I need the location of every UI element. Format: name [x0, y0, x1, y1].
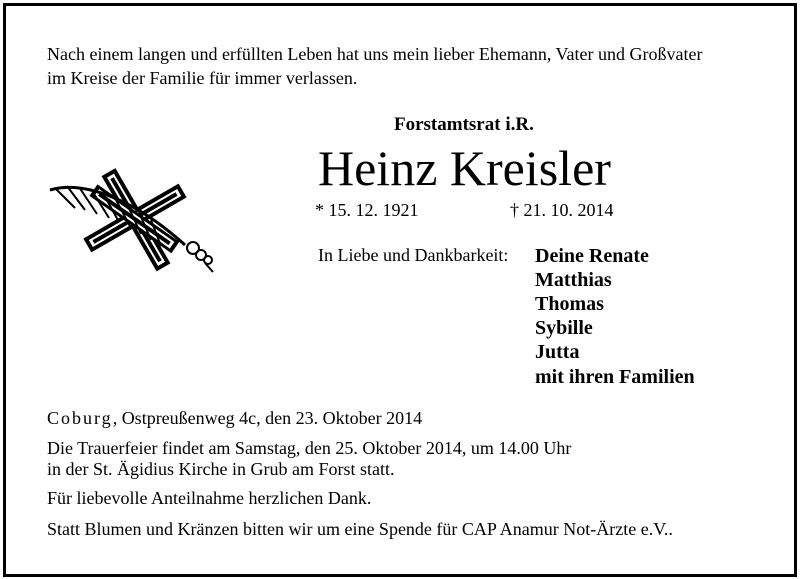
- gratitude-text: In Liebe und Dankbarkeit:: [318, 245, 509, 265]
- signatory: Sybille: [535, 317, 593, 339]
- signatory: Thomas: [535, 293, 604, 315]
- place-address-date: , Ostpreußenweg 4c, den 23. Oktober 2014: [112, 408, 423, 428]
- signatory: Matthias: [535, 269, 612, 291]
- signatory: Deine Renate: [535, 245, 649, 267]
- cross-palm-icon: [45, 160, 225, 275]
- birth-date: * 15. 12. 1921: [315, 200, 419, 220]
- intro-line-2: im Kreise der Familie für immer verlassen.: [47, 68, 358, 88]
- service-line-1: Die Trauerfeier findet am Samstag, den 25. Oktober 2014, um 14.00 Uhr: [47, 438, 572, 458]
- donation-text: Statt Blumen und Kränzen bitten wir um eine Spende für CAP Anamur Not-Ärzte e.V..: [47, 519, 673, 539]
- signatory: mit ihren Familien: [535, 366, 695, 388]
- service-line-2: in der St. Ägidius Kirche in Grub am Forst statt.: [47, 459, 395, 479]
- intro-line-1: Nach einem langen und erfüllten Leben hat uns mein lieber Ehemann, Vater und Großvater: [47, 44, 703, 64]
- thanks-text: Für liebevolle Anteilnahme herzlichen Dank.: [47, 488, 372, 508]
- place-city: Coburg: [47, 408, 113, 428]
- death-date: † 21. 10. 2014: [510, 200, 614, 220]
- place-date: [47, 407, 422, 429]
- title: Forstamtsrat i.R.: [394, 114, 534, 135]
- deceased-name: Heinz Kreisler: [318, 140, 611, 196]
- signatory: Jutta: [535, 341, 580, 363]
